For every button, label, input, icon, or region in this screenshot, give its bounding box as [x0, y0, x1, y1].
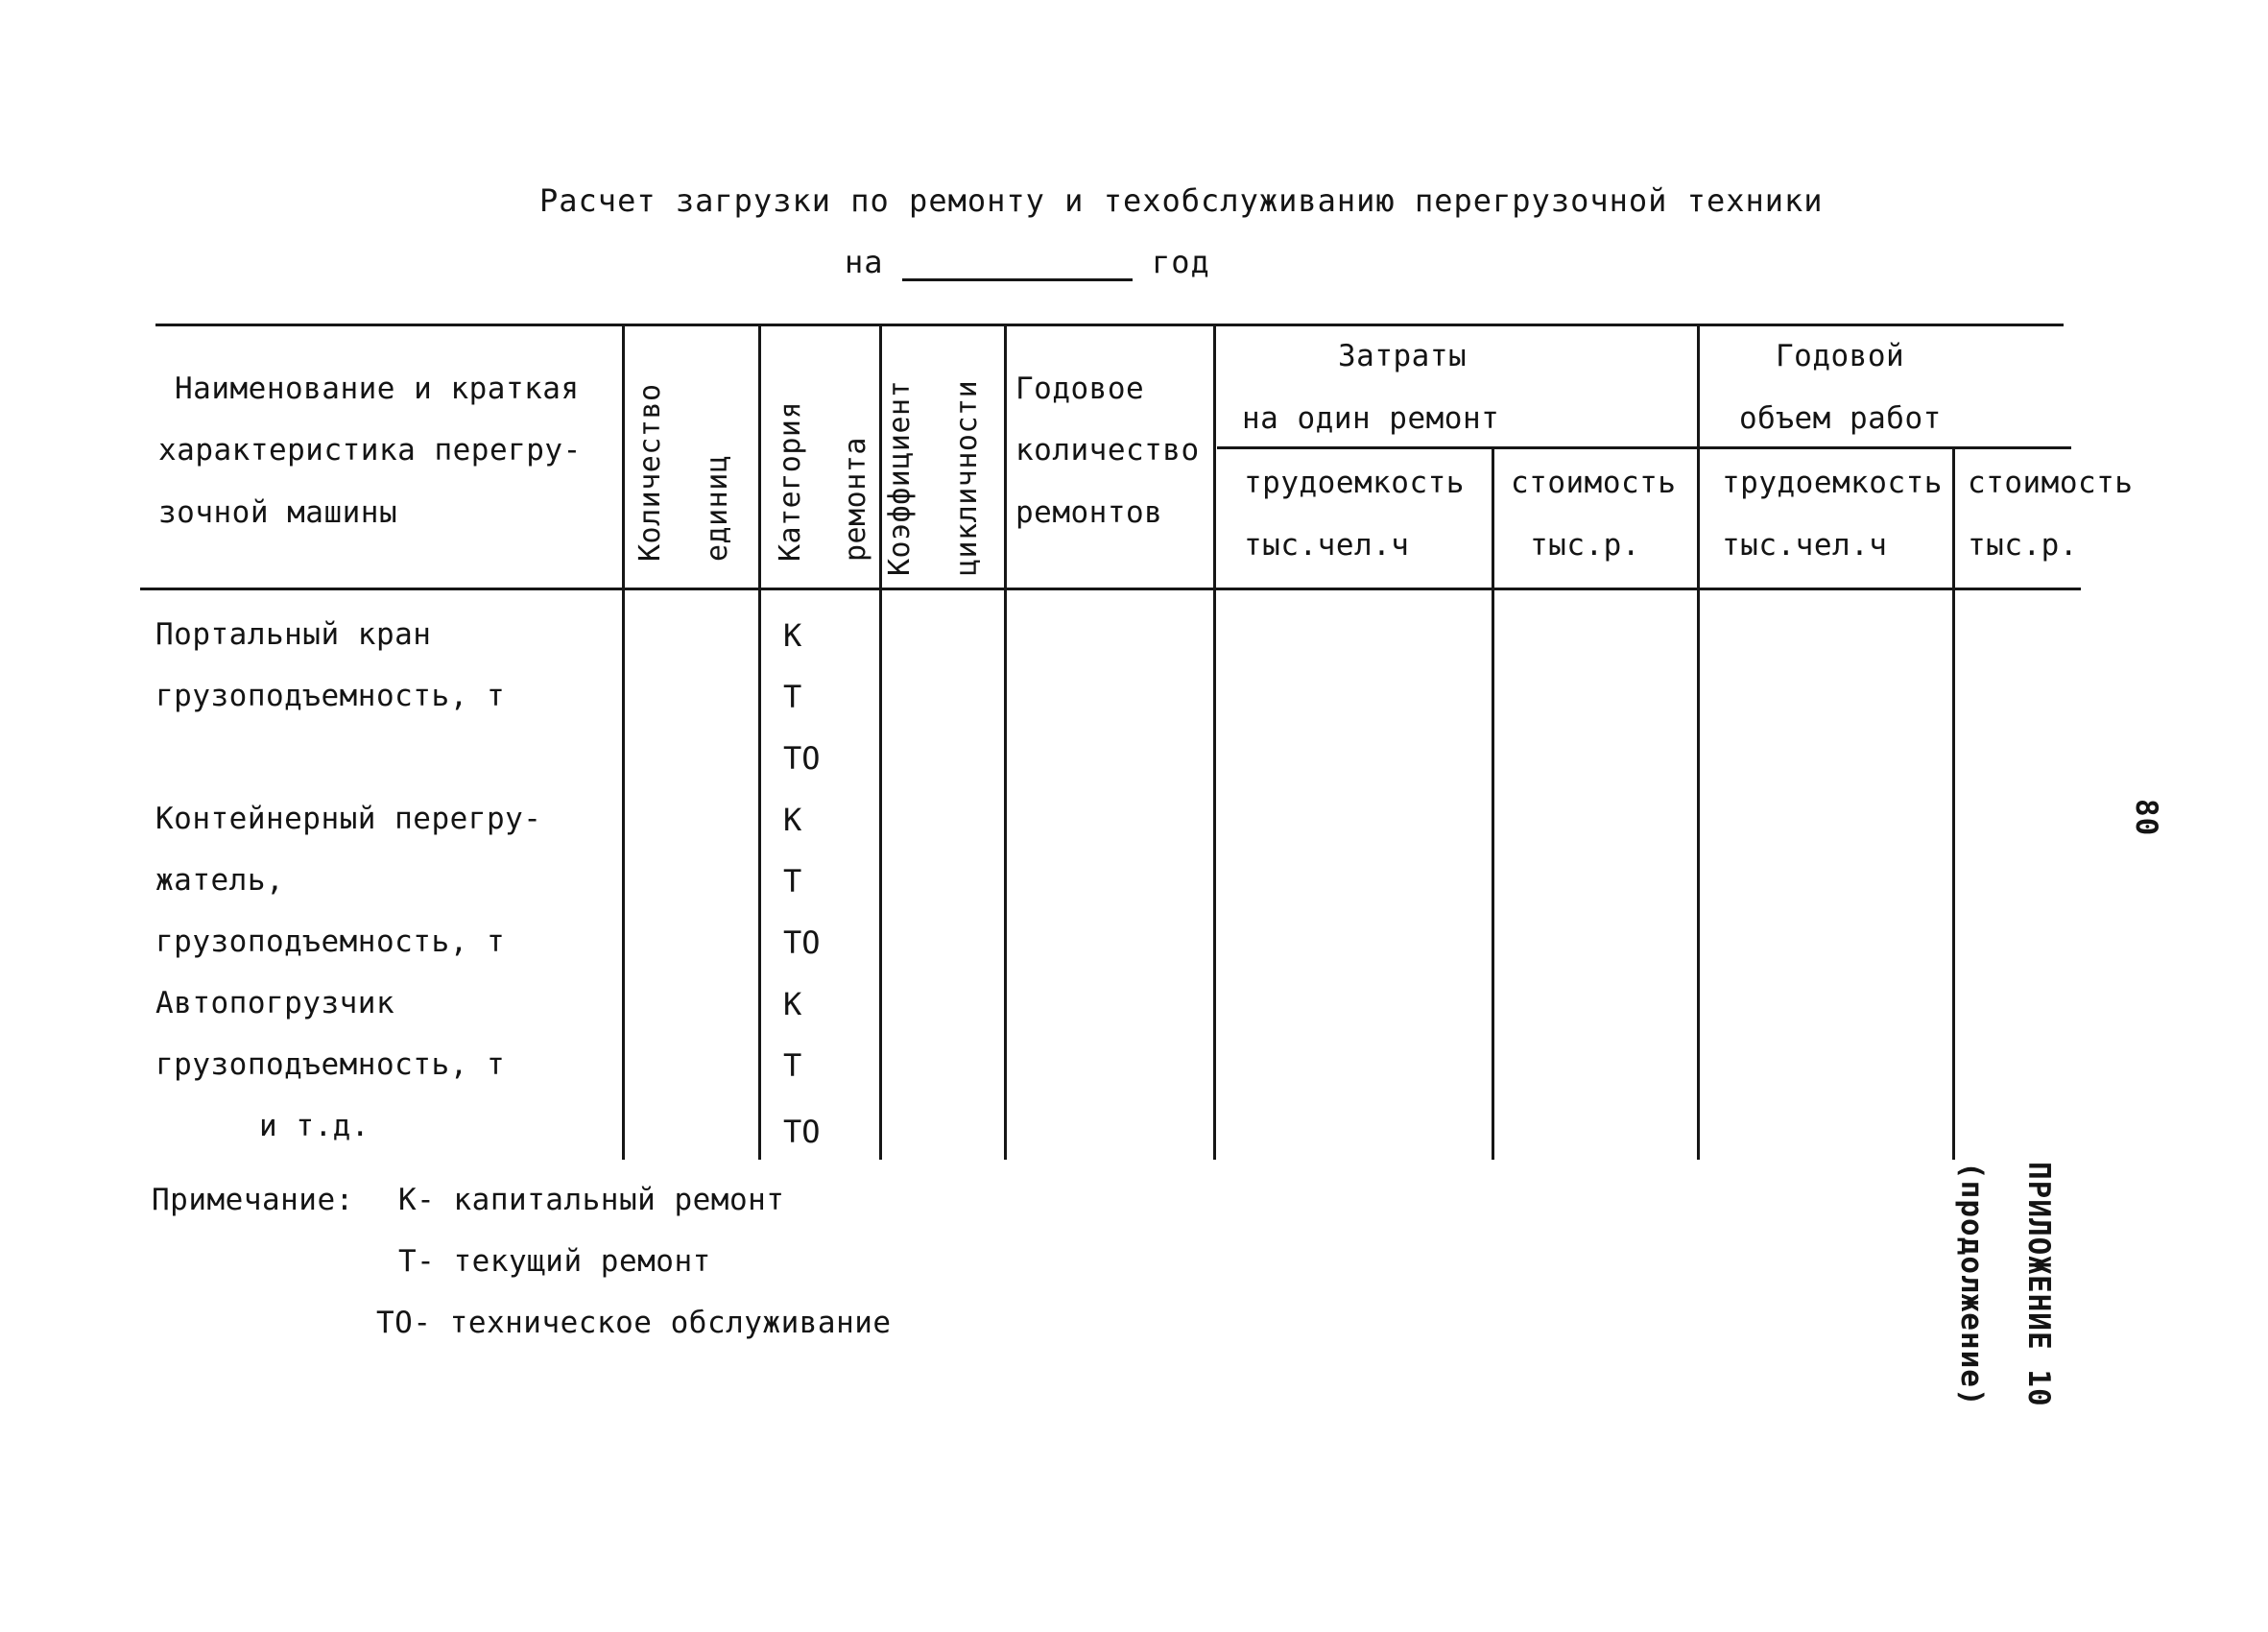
subheader-divider — [1217, 446, 2071, 449]
header-costs-line1: Затраты — [1338, 339, 1468, 373]
row-name: и т.д. — [259, 1109, 370, 1143]
col-divider — [879, 326, 882, 1160]
row-name: Портальный кран — [155, 617, 432, 652]
header-labor-line2: тыс.чел.ч — [1244, 528, 1410, 563]
page-number: 80 — [2129, 799, 2163, 837]
header-name-line1: Наименование и краткая — [175, 372, 580, 406]
header-annual-count-line3: ремонтов — [1015, 495, 1163, 530]
col-divider — [1004, 326, 1007, 1160]
row-name: Автопогрузчик — [155, 986, 395, 1020]
header-cost2-line2: тыс.р. — [1968, 528, 2078, 563]
header-category-line1: Категория — [774, 400, 807, 562]
header-category-line2: ремонта — [839, 437, 872, 562]
row-name: грузоподъемность, т — [155, 679, 506, 713]
row-category: Т — [783, 863, 802, 900]
header-labor-line1: трудоемкость — [1244, 466, 1465, 500]
note-label: Примечание: — [152, 1183, 354, 1217]
year-suffix: год — [1152, 244, 1210, 280]
col-divider — [1952, 449, 1955, 1160]
header-quantity-line1: Количество — [633, 383, 667, 562]
col-divider — [622, 326, 625, 1160]
header-labor2-line1: трудоемкость — [1722, 466, 1943, 500]
row-category: ТО — [783, 740, 821, 777]
note-item: К- капитальный ремонт — [398, 1183, 785, 1217]
header-volume-line2: объем работ — [1739, 401, 1942, 436]
row-category: К — [783, 802, 802, 838]
row-category: ТО — [783, 924, 821, 961]
row-category: К — [783, 617, 802, 654]
header-cost2-line1: стоимость — [1968, 466, 2134, 500]
year-blank-line — [902, 278, 1133, 281]
header-bottom-border — [140, 588, 2081, 590]
appendix-label: ПРИЛОЖЕНИЕ 10 — [2021, 1162, 2056, 1407]
year-prefix: на — [845, 244, 884, 280]
col-divider — [1213, 326, 1216, 1160]
note-item: ТО- техническое обслуживание — [376, 1306, 892, 1340]
row-name: грузоподъемность, т — [155, 924, 506, 959]
col-divider — [758, 326, 761, 1160]
row-name: грузоподъемность, т — [155, 1047, 506, 1082]
header-volume-line1: Годовой — [1776, 339, 1905, 373]
row-category: Т — [783, 679, 802, 715]
row-category: К — [783, 986, 802, 1022]
row-category: ТО — [783, 1114, 821, 1150]
table-top-border — [155, 324, 2064, 326]
row-category: Т — [783, 1047, 802, 1084]
col-divider — [1492, 449, 1494, 1160]
col-divider — [1697, 326, 1700, 1160]
header-name-line3: зочной машины — [158, 495, 398, 530]
row-name: жатель, — [155, 863, 285, 898]
header-coefficient-line2: цикличности — [950, 379, 984, 576]
note-item: Т- текущий ремонт — [398, 1244, 711, 1279]
header-quantity-line2: единиц — [701, 454, 734, 562]
header-name-line2: характеристика перегру- — [158, 433, 582, 468]
header-cost-line1: стоимость — [1511, 466, 1677, 500]
header-costs-line2: на один ремонт — [1242, 401, 1500, 436]
header-coefficient-line1: Коэффициент — [883, 379, 917, 576]
header-annual-count-line1: Годовое — [1015, 372, 1145, 406]
row-name: Контейнерный перегру- — [155, 802, 542, 836]
header-annual-count-line2: количество — [1015, 433, 1200, 468]
header-labor2-line2: тыс.чел.ч — [1722, 528, 1888, 563]
continuation-label: (продолжение) — [1954, 1162, 1989, 1407]
header-cost-line2: тыс.р. — [1530, 528, 1640, 563]
page-title: Расчет загрузки по ремонту и техобслуживанию перегрузочной техники — [539, 182, 1824, 219]
